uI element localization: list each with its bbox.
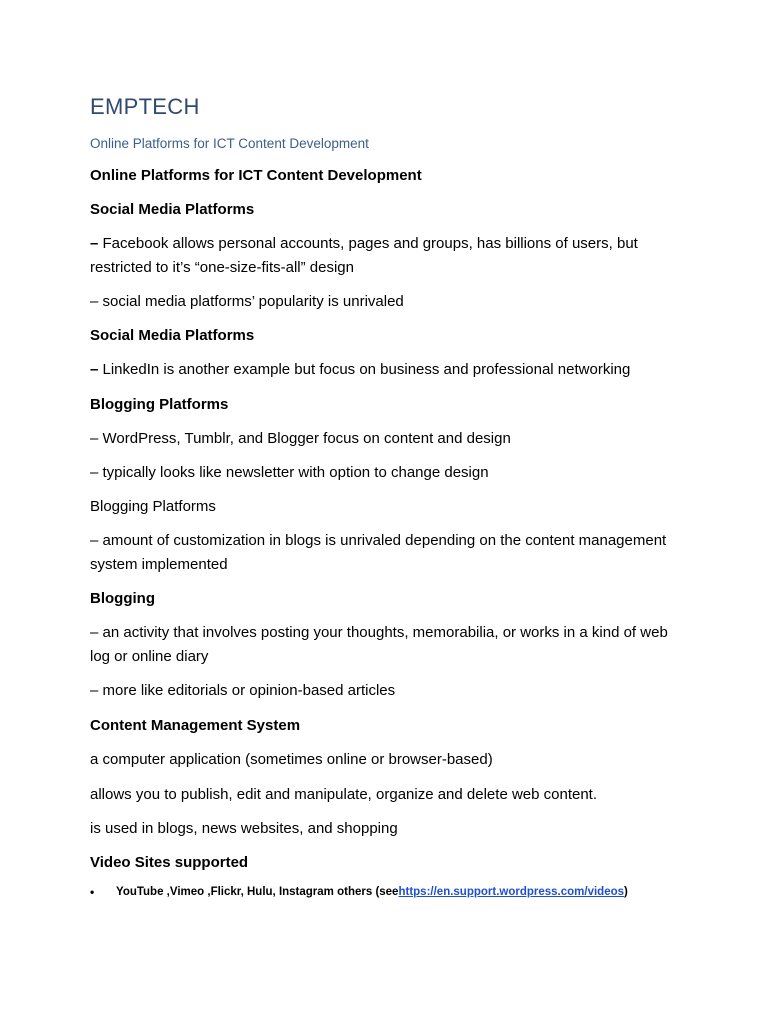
paragraph-popularity: – social media platforms’ popularity is unrivaled bbox=[90, 293, 404, 310]
heading-social-media-1: Social Media Platforms bbox=[90, 201, 255, 218]
paragraph-customization: – amount of customization in blogs is unrivaled depending on the content management system implemented bbox=[90, 532, 667, 573]
heading-cms: Content Management System bbox=[90, 717, 301, 734]
paragraph-newsletter: – typically looks like newsletter with option to change design bbox=[90, 464, 489, 481]
paragraph-editorials: – more like editorials or opinion-based articles bbox=[90, 682, 396, 699]
wordpress-videos-link[interactable]: https://en.support.wordpress.com/videos bbox=[398, 886, 625, 898]
document-subtitle: Online Platforms for ICT Content Development bbox=[90, 136, 369, 151]
heading-blogging-platforms-2: Blogging Platforms bbox=[90, 498, 216, 515]
heading-blogging: Blogging bbox=[90, 590, 155, 607]
bullet-text-end: ) bbox=[624, 886, 628, 898]
bullet-icon: • bbox=[90, 885, 95, 899]
paragraph-linkedin bbox=[90, 358, 690, 382]
paragraph-facebook-text: Facebook allows personal accounts, pages and groups, has billions of users, but restricted to it’s “one-size-fits-all” design bbox=[90, 235, 638, 276]
document-title: EMPTECH bbox=[90, 94, 200, 119]
paragraph-facebook bbox=[90, 232, 690, 280]
dash-mark: – bbox=[90, 361, 99, 378]
paragraph-publish: allows you to publish, edit and manipulate, organize and delete web content. bbox=[90, 786, 598, 803]
heading-blogging-platforms-1: Blogging Platforms bbox=[90, 396, 229, 413]
bullet-list-item bbox=[90, 885, 628, 899]
paragraph-used-in: is used in blogs, news websites, and shopping bbox=[90, 820, 398, 837]
paragraph-linkedin-text: LinkedIn is another example but focus on business and professional networking bbox=[98, 361, 631, 378]
paragraph-wordpress: – WordPress, Tumblr, and Blogger focus on content and design bbox=[90, 430, 511, 447]
dash-mark: – bbox=[90, 235, 99, 252]
heading-online-platforms: Online Platforms for ICT Content Development bbox=[90, 167, 422, 184]
paragraph-activity: – an activity that involves posting your thoughts, memorabilia, or works in a kind of web log or online diary bbox=[90, 624, 668, 665]
paragraph-computer-application: a computer application (sometimes online or browser-based) bbox=[90, 751, 493, 768]
bullet-text: YouTube ,Vimeo ,Flickr, Hulu, Instagram others (see bbox=[116, 886, 399, 898]
heading-video-sites: Video Sites supported bbox=[90, 854, 249, 871]
heading-social-media-2: Social Media Platforms bbox=[90, 327, 255, 344]
